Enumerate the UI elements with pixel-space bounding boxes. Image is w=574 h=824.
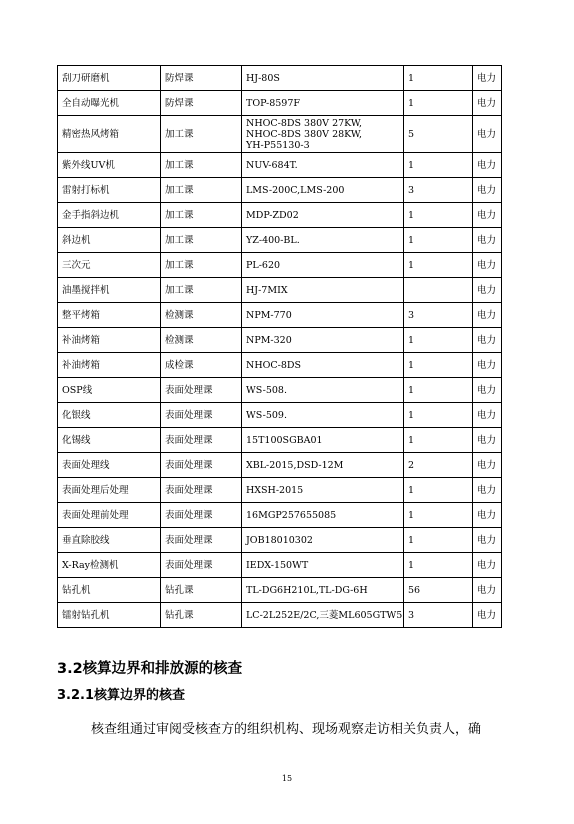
- table-row: [58, 303, 502, 328]
- department-cell: 表面处理课: [161, 553, 242, 578]
- energy-cell: 电力: [473, 453, 502, 478]
- energy-cell: 电力: [473, 153, 502, 178]
- quantity-cell: [404, 278, 473, 303]
- quantity-cell: 1: [404, 203, 473, 228]
- quantity-cell: 1: [404, 478, 473, 503]
- department-cell: 表面处理课: [161, 503, 242, 528]
- equipment-table-body: [58, 66, 502, 628]
- quantity-cell: 1: [404, 403, 473, 428]
- table-row: [58, 503, 502, 528]
- department-cell: 表面处理课: [161, 403, 242, 428]
- model-cell: YZ-400-BL.: [242, 228, 404, 253]
- table-row: [58, 116, 502, 153]
- quantity-cell: 3: [404, 303, 473, 328]
- energy-cell: 电力: [473, 378, 502, 403]
- energy-cell: 电力: [473, 478, 502, 503]
- model-cell: NPM-770: [242, 303, 404, 328]
- department-cell: 表面处理课: [161, 453, 242, 478]
- table-row: [58, 253, 502, 278]
- table-row: [58, 328, 502, 353]
- department-cell: 钻孔课: [161, 578, 242, 603]
- model-cell: WS-508.: [242, 378, 404, 403]
- table-row: [58, 403, 502, 428]
- energy-cell: 电力: [473, 278, 502, 303]
- department-cell: 成检课: [161, 353, 242, 378]
- quantity-cell: 1: [404, 66, 473, 91]
- equipment-name-cell: 镭射钻孔机: [58, 603, 161, 628]
- energy-cell: 电力: [473, 91, 502, 116]
- quantity-cell: 1: [404, 253, 473, 278]
- equipment-name-cell: 金手指斜边机: [58, 203, 161, 228]
- equipment-name-cell: 表面处理线: [58, 453, 161, 478]
- equipment-name-cell: 补油烤箱: [58, 328, 161, 353]
- equipment-name-cell: 整平烤箱: [58, 303, 161, 328]
- body-paragraph: 核查组通过审阅受核查方的组织机构、现场观察走访相关负责人，确: [91, 722, 482, 737]
- energy-cell: 电力: [473, 353, 502, 378]
- quantity-cell: 3: [404, 603, 473, 628]
- table-row: [58, 228, 502, 253]
- model-cell: PL-620: [242, 253, 404, 278]
- department-cell: 检测课: [161, 303, 242, 328]
- model-cell: JOB18010302: [242, 528, 404, 553]
- model-cell: TL-DG6H210L,TL-DG-6H: [242, 578, 404, 603]
- department-cell: 钻孔课: [161, 603, 242, 628]
- quantity-cell: 3: [404, 178, 473, 203]
- equipment-name-cell: 钻孔机: [58, 578, 161, 603]
- energy-cell: 电力: [473, 403, 502, 428]
- energy-cell: 电力: [473, 253, 502, 278]
- equipment-name-cell: 紫外线UV机: [58, 153, 161, 178]
- model-cell: HJ-80S: [242, 66, 404, 91]
- equipment-name-cell: 表面处理后处理: [58, 478, 161, 503]
- model-cell: NHOC-8DS 380V 27KW, NHOC-8DS 380V 28KW, YH-P55130-3: [242, 116, 404, 153]
- equipment-table: [57, 65, 502, 628]
- department-cell: 检测课: [161, 328, 242, 353]
- equipment-name-cell: 刮刀研磨机: [58, 66, 161, 91]
- page-number: 15: [281, 774, 293, 783]
- table-row: [58, 428, 502, 453]
- equipment-name-cell: 油墨搅拌机: [58, 278, 161, 303]
- model-cell: 16MGP257655085: [242, 503, 404, 528]
- model-cell: NHOC-8DS: [242, 353, 404, 378]
- energy-cell: 电力: [473, 228, 502, 253]
- equipment-name-cell: 精密热风烤箱: [58, 116, 161, 153]
- model-cell: MDP-ZD02: [242, 203, 404, 228]
- equipment-name-cell: 垂直除胶线: [58, 528, 161, 553]
- energy-cell: 电力: [473, 116, 502, 153]
- department-cell: 加工课: [161, 253, 242, 278]
- table-row: [58, 378, 502, 403]
- energy-cell: 电力: [473, 303, 502, 328]
- department-cell: 加工课: [161, 178, 242, 203]
- model-cell: HJ-7MIX: [242, 278, 404, 303]
- energy-cell: 电力: [473, 328, 502, 353]
- table-row: [58, 528, 502, 553]
- department-cell: 加工课: [161, 153, 242, 178]
- department-cell: 表面处理课: [161, 528, 242, 553]
- equipment-name-cell: 补油烤箱: [58, 353, 161, 378]
- department-cell: 加工课: [161, 228, 242, 253]
- table-row: [58, 278, 502, 303]
- department-cell: 表面处理课: [161, 478, 242, 503]
- equipment-name-cell: 斜边机: [58, 228, 161, 253]
- model-cell: LMS-200C,LMS-200: [242, 178, 404, 203]
- model-cell: 15T100SGBA01: [242, 428, 404, 453]
- energy-cell: 电力: [473, 603, 502, 628]
- table-row: [58, 453, 502, 478]
- energy-cell: 电力: [473, 528, 502, 553]
- equipment-name-cell: 全自动曝光机: [58, 91, 161, 116]
- department-cell: 防焊课: [161, 66, 242, 91]
- equipment-name-cell: 三次元: [58, 253, 161, 278]
- department-cell: 加工课: [161, 116, 242, 153]
- quantity-cell: 1: [404, 428, 473, 453]
- quantity-cell: 1: [404, 528, 473, 553]
- quantity-cell: 56: [404, 578, 473, 603]
- model-cell: NUV-684T.: [242, 153, 404, 178]
- model-cell: LC-2L252E/2C,三菱ML605GTW5: [242, 603, 404, 628]
- table-row: [58, 353, 502, 378]
- equipment-name-cell: OSP线: [58, 378, 161, 403]
- table-row: [58, 91, 502, 116]
- quantity-cell: 1: [404, 153, 473, 178]
- department-cell: 防焊课: [161, 91, 242, 116]
- energy-cell: 电力: [473, 203, 502, 228]
- quantity-cell: 2: [404, 453, 473, 478]
- model-cell: WS-509.: [242, 403, 404, 428]
- table-row: [58, 478, 502, 503]
- quantity-cell: 1: [404, 503, 473, 528]
- table-row: [58, 603, 502, 628]
- equipment-name-cell: X-Ray检测机: [58, 553, 161, 578]
- table-row: [58, 203, 502, 228]
- quantity-cell: 5: [404, 116, 473, 153]
- quantity-cell: 1: [404, 91, 473, 116]
- energy-cell: 电力: [473, 178, 502, 203]
- quantity-cell: 1: [404, 328, 473, 353]
- model-cell: HXSH-2015: [242, 478, 404, 503]
- section-heading: 3.2核算边界和排放源的核查: [57, 661, 243, 677]
- quantity-cell: 1: [404, 228, 473, 253]
- department-cell: 加工课: [161, 203, 242, 228]
- model-cell: NPM-320: [242, 328, 404, 353]
- model-cell: IEDX-150WT: [242, 553, 404, 578]
- model-cell: XBL-2015,DSD-12M: [242, 453, 404, 478]
- equipment-name-cell: 雷射打标机: [58, 178, 161, 203]
- quantity-cell: 1: [404, 553, 473, 578]
- table-row: [58, 578, 502, 603]
- energy-cell: 电力: [473, 428, 502, 453]
- equipment-name-cell: 化锡线: [58, 428, 161, 453]
- department-cell: 表面处理课: [161, 378, 242, 403]
- energy-cell: 电力: [473, 553, 502, 578]
- table-row: [58, 553, 502, 578]
- table-row: [58, 178, 502, 203]
- model-cell: TOP-8597F: [242, 91, 404, 116]
- table-row: [58, 153, 502, 178]
- equipment-name-cell: 表面处理前处理: [58, 503, 161, 528]
- department-cell: 加工课: [161, 278, 242, 303]
- energy-cell: 电力: [473, 578, 502, 603]
- department-cell: 表面处理课: [161, 428, 242, 453]
- table-row: [58, 66, 502, 91]
- energy-cell: 电力: [473, 66, 502, 91]
- equipment-name-cell: 化银线: [58, 403, 161, 428]
- quantity-cell: 1: [404, 353, 473, 378]
- subsection-heading: 3.2.1核算边界的核查: [57, 688, 186, 703]
- energy-cell: 电力: [473, 503, 502, 528]
- quantity-cell: 1: [404, 378, 473, 403]
